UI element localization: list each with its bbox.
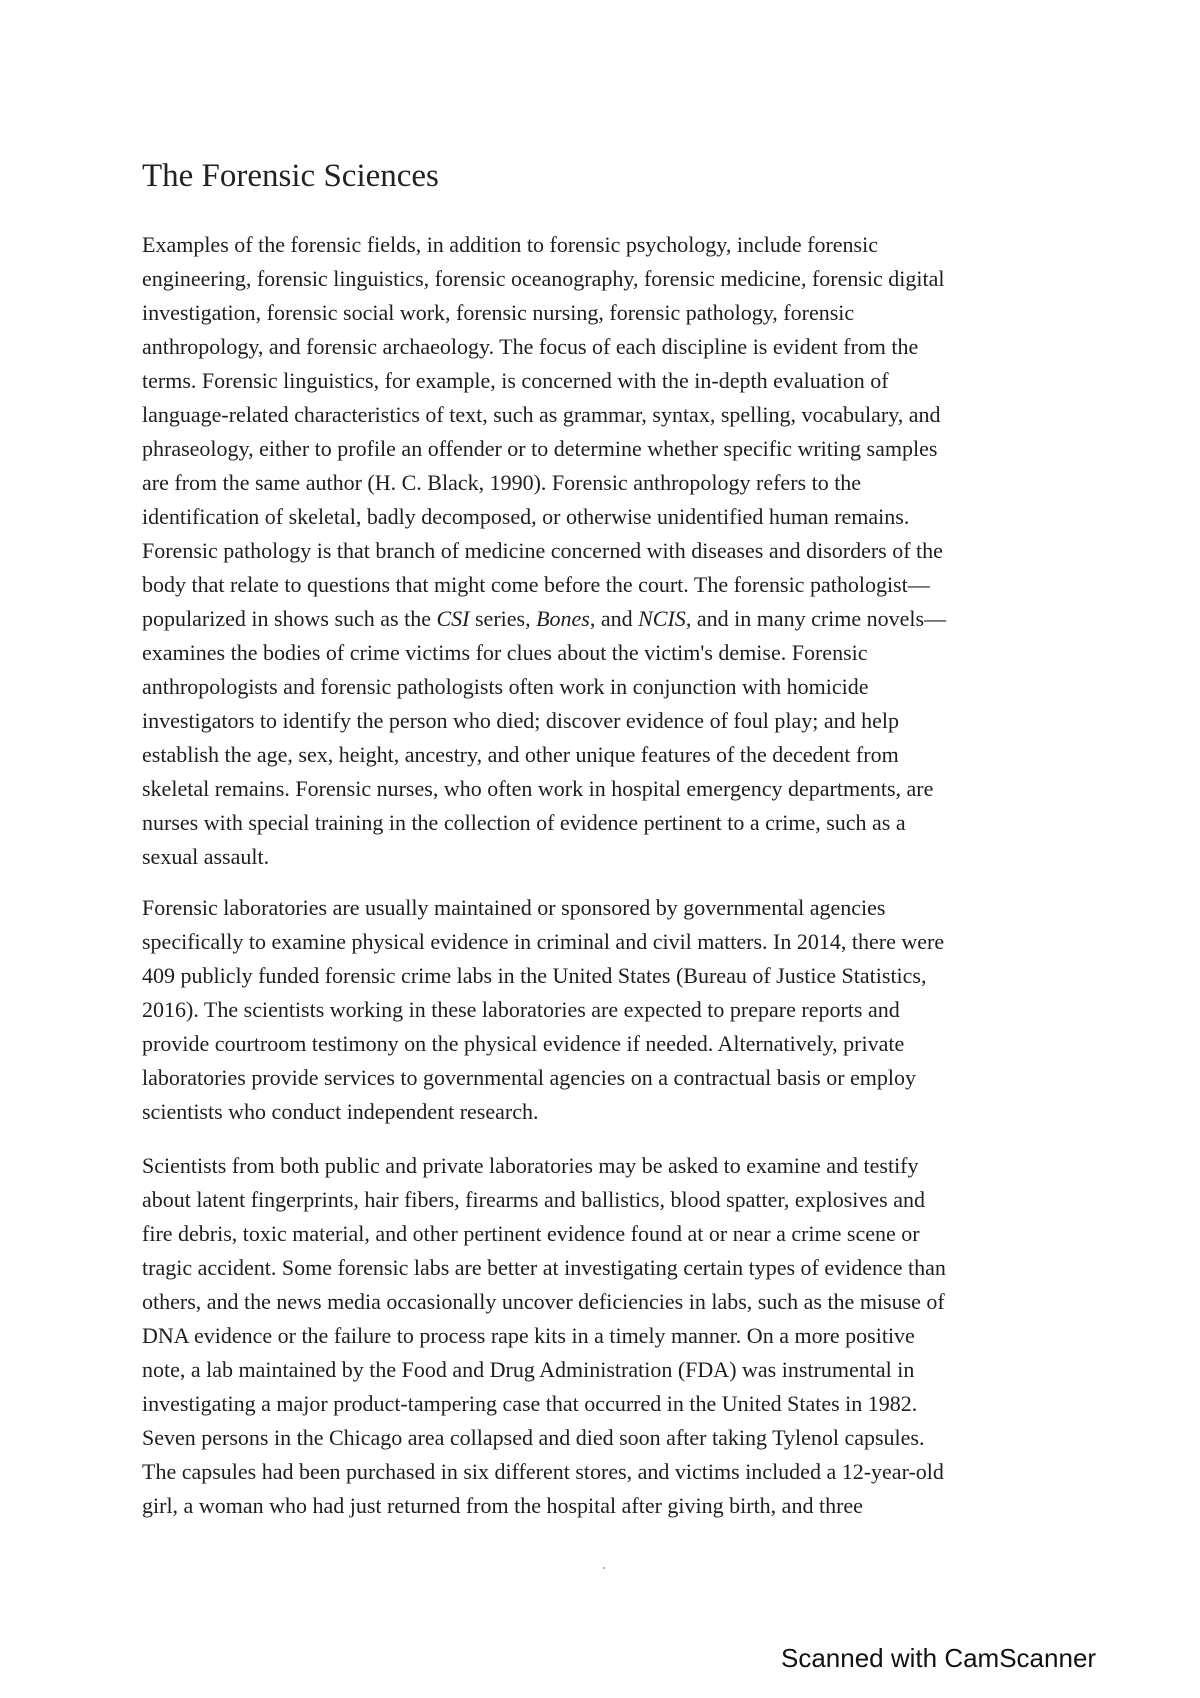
text-line bbox=[142, 1251, 946, 1285]
text-line bbox=[142, 1217, 946, 1251]
text-line bbox=[142, 925, 944, 959]
text-run: nurses with special training in the collection of evidence pertinent to a crime, such as a bbox=[142, 810, 906, 835]
scan-speck bbox=[603, 1567, 605, 1569]
text-run: identification of skeletal, badly decomposed, or otherwise unidentified human remains. bbox=[142, 504, 910, 529]
text-run: scientists who conduct independent research. bbox=[142, 1099, 539, 1124]
text-line bbox=[142, 500, 946, 534]
text-line bbox=[142, 806, 946, 840]
text-run: establish the age, sex, height, ancestry, and other unique features of the decedent from bbox=[142, 742, 899, 767]
text-line bbox=[142, 1061, 944, 1095]
paragraph-forensic-fields bbox=[142, 228, 946, 874]
text-line bbox=[142, 1319, 946, 1353]
text-run: specifically to examine physical evidence in criminal and civil matters. In 2014, there were bbox=[142, 929, 945, 954]
text-run: DNA evidence or the failure to process rape kits in a timely manner. On a more positive bbox=[142, 1323, 915, 1348]
text-line bbox=[142, 1149, 946, 1183]
text-run: provide courtroom testimony on the physical evidence if needed. Alternatively, private bbox=[142, 1031, 905, 1056]
text-run: terms. Forensic linguistics, for example, is concerned with the in-depth evaluation of bbox=[142, 368, 889, 393]
italic-title: Bones bbox=[536, 606, 590, 631]
text-run: Examples of the forensic fields, in addition to forensic psychology, include forensic bbox=[142, 232, 878, 257]
text-line bbox=[142, 840, 946, 874]
text-run: anthropology, and forensic archaeology. The focus of each discipline is evident from the bbox=[142, 334, 919, 359]
text-run: 409 publicly funded forensic crime labs in the United States (Bureau of Justice Statistics, bbox=[142, 963, 927, 988]
text-run: about latent fingerprints, hair fibers, firearms and ballistics, blood spatter, explosives and bbox=[142, 1187, 925, 1212]
text-run: phraseology, either to profile an offender or to determine whether specific writing samples bbox=[142, 436, 938, 461]
text-run: Forensic laboratories are usually maintained or sponsored by governmental agencies bbox=[142, 895, 886, 920]
paragraph-scientists-evidence bbox=[142, 1149, 946, 1523]
text-run: tragic accident. Some forensic labs are better at investigating certain types of evidence than bbox=[142, 1255, 946, 1280]
text-line bbox=[142, 1455, 946, 1489]
text-run: fire debris, toxic material, and other pertinent evidence found at or near a crime scene or bbox=[142, 1221, 920, 1246]
text-line bbox=[142, 228, 946, 262]
text-line bbox=[142, 959, 944, 993]
text-run: body that relate to questions that might come before the court. The forensic pathologist— bbox=[142, 572, 930, 597]
text-run: , and bbox=[589, 606, 639, 631]
text-line bbox=[142, 398, 946, 432]
text-line bbox=[142, 636, 946, 670]
italic-title: NCIS bbox=[638, 606, 686, 631]
text-run: The capsules had been purchased in six different stores, and victims included a 12-year-old bbox=[142, 1459, 944, 1484]
text-run: examines the bodies of crime victims for clues about the victim's demise. Forensic bbox=[142, 640, 868, 665]
text-run: investigators to identify the person who died; discover evidence of foul play; and help bbox=[142, 708, 899, 733]
text-line bbox=[142, 432, 946, 466]
text-line bbox=[142, 296, 946, 330]
text-line bbox=[142, 534, 946, 568]
text-line bbox=[142, 1285, 946, 1319]
text-line bbox=[142, 1095, 944, 1129]
text-run: popularized in shows such as the bbox=[142, 606, 437, 631]
text-run: sexual assault. bbox=[142, 844, 270, 869]
text-line bbox=[142, 1421, 946, 1455]
camscanner-watermark: Scanned with CamScanner bbox=[781, 1643, 1097, 1673]
text-line bbox=[142, 1353, 946, 1387]
text-line bbox=[142, 1489, 946, 1523]
page-title: The Forensic Sciences bbox=[142, 158, 439, 194]
text-run: language-related characteristics of text, such as grammar, syntax, spelling, vocabulary, and bbox=[142, 402, 941, 427]
text-line bbox=[142, 1183, 946, 1217]
text-line bbox=[142, 993, 944, 1027]
text-line bbox=[142, 891, 944, 925]
text-run: series, bbox=[469, 606, 537, 631]
text-run: 2016). The scientists working in these laboratories are expected to prepare reports and bbox=[142, 997, 900, 1022]
text-run: engineering, forensic linguistics, forensic oceanography, forensic medicine, forensic digital bbox=[142, 266, 945, 291]
text-line bbox=[142, 262, 946, 296]
text-run: Seven persons in the Chicago area collapsed and died soon after taking Tylenol capsules. bbox=[142, 1425, 925, 1450]
text-line bbox=[142, 1027, 944, 1061]
text-run: Forensic pathology is that branch of medicine concerned with diseases and disorders of the bbox=[142, 538, 943, 563]
text-run: Scientists from both public and private laboratories may be asked to examine and testify bbox=[142, 1153, 919, 1178]
text-run: note, a lab maintained by the Food and Drug Administration (FDA) was instrumental in bbox=[142, 1357, 915, 1382]
paragraph-forensic-laboratories bbox=[142, 891, 944, 1129]
text-run: anthropologists and forensic pathologists often work in conjunction with homicide bbox=[142, 674, 869, 699]
text-line bbox=[142, 602, 946, 636]
text-line bbox=[142, 364, 946, 398]
text-line bbox=[142, 466, 946, 500]
text-line bbox=[142, 704, 946, 738]
text-line bbox=[142, 738, 946, 772]
text-line bbox=[142, 772, 946, 806]
text-run: girl, a woman who had just returned from the hospital after giving birth, and three bbox=[142, 1493, 863, 1518]
text-line bbox=[142, 1387, 946, 1421]
text-run: are from the same author (H. C. Black, 1990). Forensic anthropology refers to the bbox=[142, 470, 862, 495]
text-line bbox=[142, 330, 946, 364]
text-run: investigation, forensic social work, forensic nursing, forensic pathology, forensic bbox=[142, 300, 855, 325]
text-run: , and in many crime novels— bbox=[685, 606, 947, 631]
text-line bbox=[142, 568, 946, 602]
text-run: investigating a major product-tampering case that occurred in the United States in 1982. bbox=[142, 1391, 918, 1416]
text-run: skeletal remains. Forensic nurses, who often work in hospital emergency departments, are bbox=[142, 776, 934, 801]
italic-title: CSI bbox=[436, 606, 470, 631]
text-line bbox=[142, 670, 946, 704]
text-run: others, and the news media occasionally uncover deficiencies in labs, such as the misuse of bbox=[142, 1289, 945, 1314]
text-run: laboratories provide services to governmental agencies on a contractual basis or employ bbox=[142, 1065, 917, 1090]
